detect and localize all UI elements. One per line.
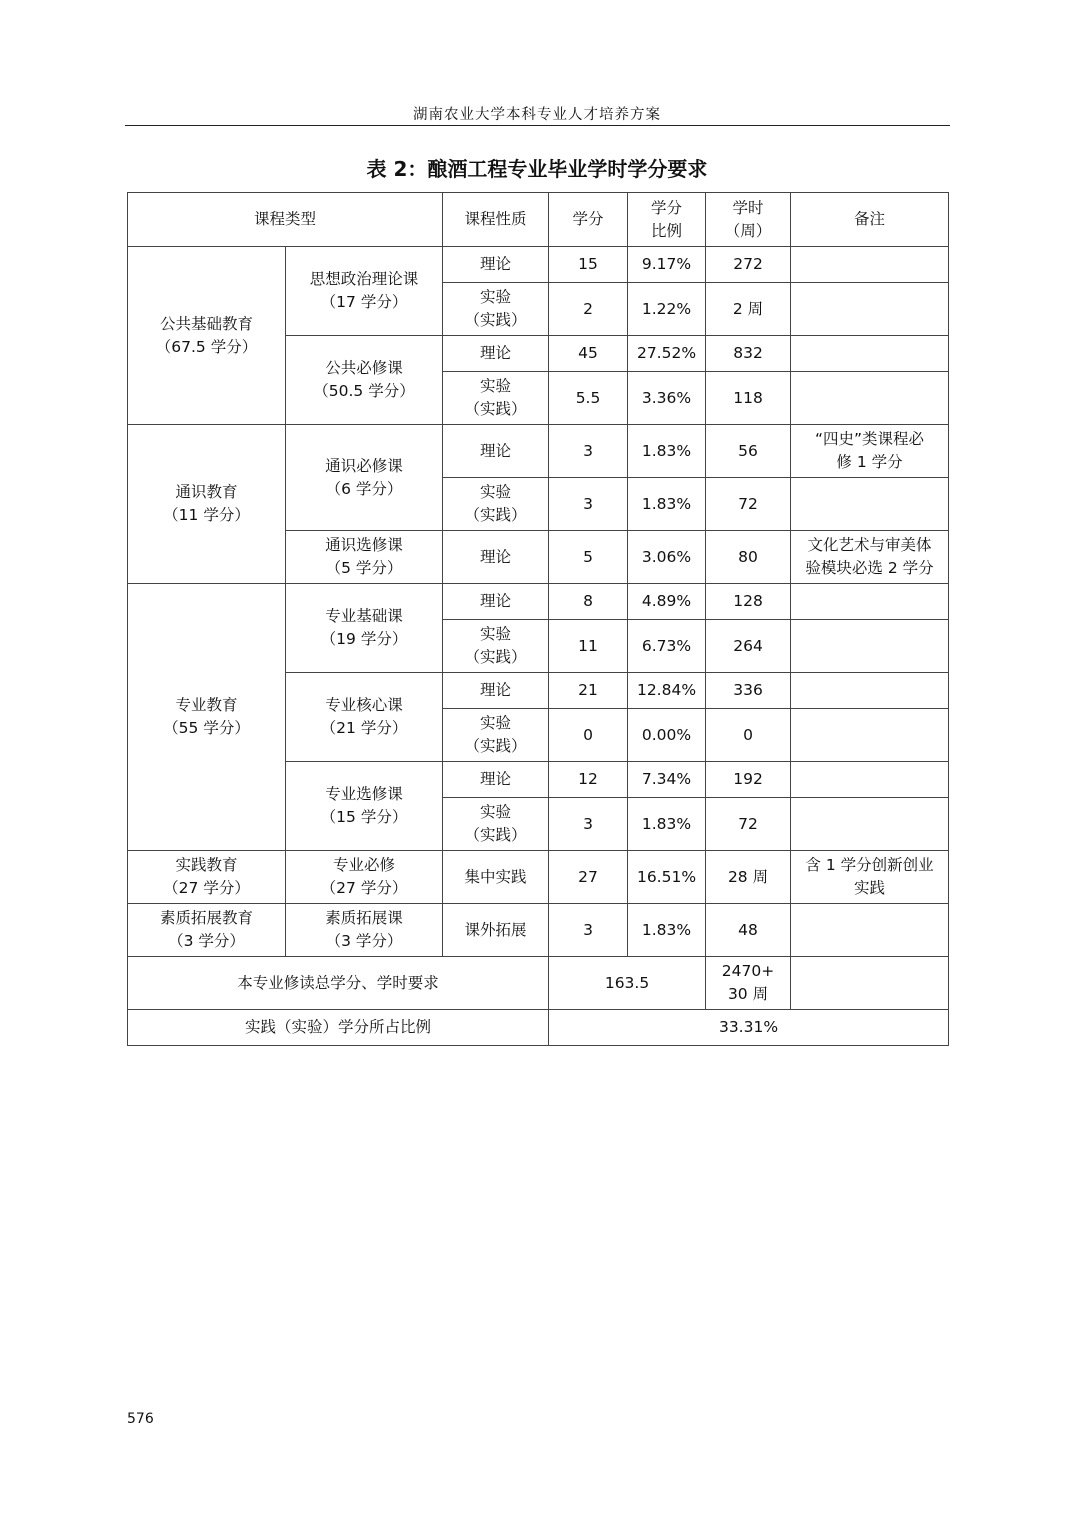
- nature-cell: 实验 （实践）: [443, 709, 549, 762]
- nature-cell: 理论: [443, 336, 549, 372]
- nature-cell: 理论: [443, 531, 549, 584]
- header-nature: 课程性质: [443, 193, 549, 247]
- hours-cell: 0: [706, 709, 791, 762]
- subgroup-cell: 专业必修 （27 学分）: [286, 851, 443, 904]
- credits-cell: 12: [549, 762, 628, 798]
- ratio-cell: 1.83%: [628, 798, 706, 851]
- ratio-cell: 3.06%: [628, 531, 706, 584]
- table-row: [128, 425, 949, 478]
- credits-cell: 3: [549, 904, 628, 957]
- hours-cell: 128: [706, 584, 791, 620]
- hours-cell: 56: [706, 425, 791, 478]
- nature-cell: 理论: [443, 247, 549, 283]
- total-credits: 163.5: [549, 957, 706, 1010]
- header-credits: 学分: [549, 193, 628, 247]
- credits-cell: 3: [549, 425, 628, 478]
- subgroup-cell: 专业核心课 （21 学分）: [286, 673, 443, 762]
- table-row: [128, 851, 949, 904]
- credits-cell: 8: [549, 584, 628, 620]
- ratio-cell: 9.17%: [628, 247, 706, 283]
- credits-cell: 0: [549, 709, 628, 762]
- practice-ratio-label: 实践（实验）学分所占比例: [128, 1010, 549, 1046]
- remarks-cell: [791, 673, 949, 709]
- header-hours: 学时 （周）: [706, 193, 791, 247]
- ratio-cell: 16.51%: [628, 851, 706, 904]
- hours-cell: 80: [706, 531, 791, 584]
- remarks-cell: 文化艺术与审美体 验模块必选 2 学分: [791, 531, 949, 584]
- header-course-type: 课程类型: [128, 193, 443, 247]
- header-remarks: 备注: [791, 193, 949, 247]
- nature-cell: 实验 （实践）: [443, 372, 549, 425]
- subgroup-cell: 通识选修课 （5 学分）: [286, 531, 443, 584]
- remarks-cell: [791, 283, 949, 336]
- total-label: 本专业修读总学分、学时要求: [128, 957, 549, 1010]
- nature-cell: 集中实践: [443, 851, 549, 904]
- remarks-cell: [791, 762, 949, 798]
- remarks-cell: [791, 584, 949, 620]
- nature-cell: 实验 （实践）: [443, 620, 549, 673]
- nature-cell: 实验 （实践）: [443, 478, 549, 531]
- ratio-cell: 6.73%: [628, 620, 706, 673]
- credits-cell: 3: [549, 478, 628, 531]
- hours-cell: 336: [706, 673, 791, 709]
- total-row: [128, 957, 949, 1010]
- remarks-cell: 含 1 学分创新创业 实践: [791, 851, 949, 904]
- hours-cell: 832: [706, 336, 791, 372]
- ratio-cell: 12.84%: [628, 673, 706, 709]
- table-row: [128, 247, 949, 283]
- subgroup-cell: 专业基础课 （19 学分）: [286, 584, 443, 673]
- ratio-cell: 3.36%: [628, 372, 706, 425]
- nature-cell: 理论: [443, 425, 549, 478]
- hours-cell: 192: [706, 762, 791, 798]
- group-cell: 实践教育 （27 学分）: [128, 851, 286, 904]
- hours-cell: 264: [706, 620, 791, 673]
- remarks-cell: [791, 620, 949, 673]
- hours-cell: 2 周: [706, 283, 791, 336]
- ratio-cell: 0.00%: [628, 709, 706, 762]
- nature-cell: 理论: [443, 762, 549, 798]
- credits-cell: 21: [549, 673, 628, 709]
- hours-cell: 72: [706, 478, 791, 531]
- hours-cell: 72: [706, 798, 791, 851]
- nature-cell: 课外拓展: [443, 904, 549, 957]
- ratio-cell: 7.34%: [628, 762, 706, 798]
- practice-ratio-row: [128, 1010, 949, 1046]
- running-header: 湖南农业大学本科专业人才培养方案: [413, 107, 661, 123]
- group-cell: 专业教育 （55 学分）: [128, 584, 286, 851]
- group-cell: 通识教育 （11 学分）: [128, 425, 286, 584]
- group-cell: 公共基础教育 （67.5 学分）: [128, 247, 286, 425]
- remarks-cell: [791, 478, 949, 531]
- nature-cell: 理论: [443, 584, 549, 620]
- remarks-cell: [791, 336, 949, 372]
- remarks-cell: [791, 247, 949, 283]
- credits-cell: 5.5: [549, 372, 628, 425]
- total-hours: 2470+ 30 周: [706, 957, 791, 1010]
- remarks-cell: [791, 904, 949, 957]
- nature-cell: 实验 （实践）: [443, 798, 549, 851]
- practice-ratio-value: 33.31%: [549, 1010, 949, 1046]
- ratio-cell: 1.22%: [628, 283, 706, 336]
- credit-requirements-table: [127, 192, 949, 1046]
- table-title: 表 2：酿酒工程专业毕业学时学分要求: [366, 157, 708, 181]
- hours-cell: 28 周: [706, 851, 791, 904]
- header-rule: [125, 125, 950, 126]
- remarks-cell: “四史”类课程必 修 1 学分: [791, 425, 949, 478]
- hours-cell: 48: [706, 904, 791, 957]
- ratio-cell: 27.52%: [628, 336, 706, 372]
- remarks-cell: [791, 372, 949, 425]
- credits-cell: 27: [549, 851, 628, 904]
- ratio-cell: 4.89%: [628, 584, 706, 620]
- header-row: [128, 193, 949, 247]
- credits-cell: 11: [549, 620, 628, 673]
- credits-cell: 2: [549, 283, 628, 336]
- group-cell: 素质拓展教育 （3 学分）: [128, 904, 286, 957]
- table-row: [128, 904, 949, 957]
- credits-cell: 3: [549, 798, 628, 851]
- ratio-cell: 1.83%: [628, 904, 706, 957]
- nature-cell: 实验 （实践）: [443, 283, 549, 336]
- subgroup-cell: 公共必修课 （50.5 学分）: [286, 336, 443, 425]
- credits-cell: 15: [549, 247, 628, 283]
- total-remarks: [791, 957, 949, 1010]
- table-row: [128, 584, 949, 620]
- subgroup-cell: 素质拓展课 （3 学分）: [286, 904, 443, 957]
- subgroup-cell: 通识必修课 （6 学分）: [286, 425, 443, 531]
- subgroup-cell: 思想政治理论课 （17 学分）: [286, 247, 443, 336]
- hours-cell: 118: [706, 372, 791, 425]
- subgroup-cell: 专业选修课 （15 学分）: [286, 762, 443, 851]
- credits-cell: 45: [549, 336, 628, 372]
- hours-cell: 272: [706, 247, 791, 283]
- ratio-cell: 1.83%: [628, 425, 706, 478]
- nature-cell: 理论: [443, 673, 549, 709]
- page-number: 576: [127, 1411, 154, 1427]
- remarks-cell: [791, 798, 949, 851]
- remarks-cell: [791, 709, 949, 762]
- header-ratio: 学分 比例: [628, 193, 706, 247]
- credits-cell: 5: [549, 531, 628, 584]
- ratio-cell: 1.83%: [628, 478, 706, 531]
